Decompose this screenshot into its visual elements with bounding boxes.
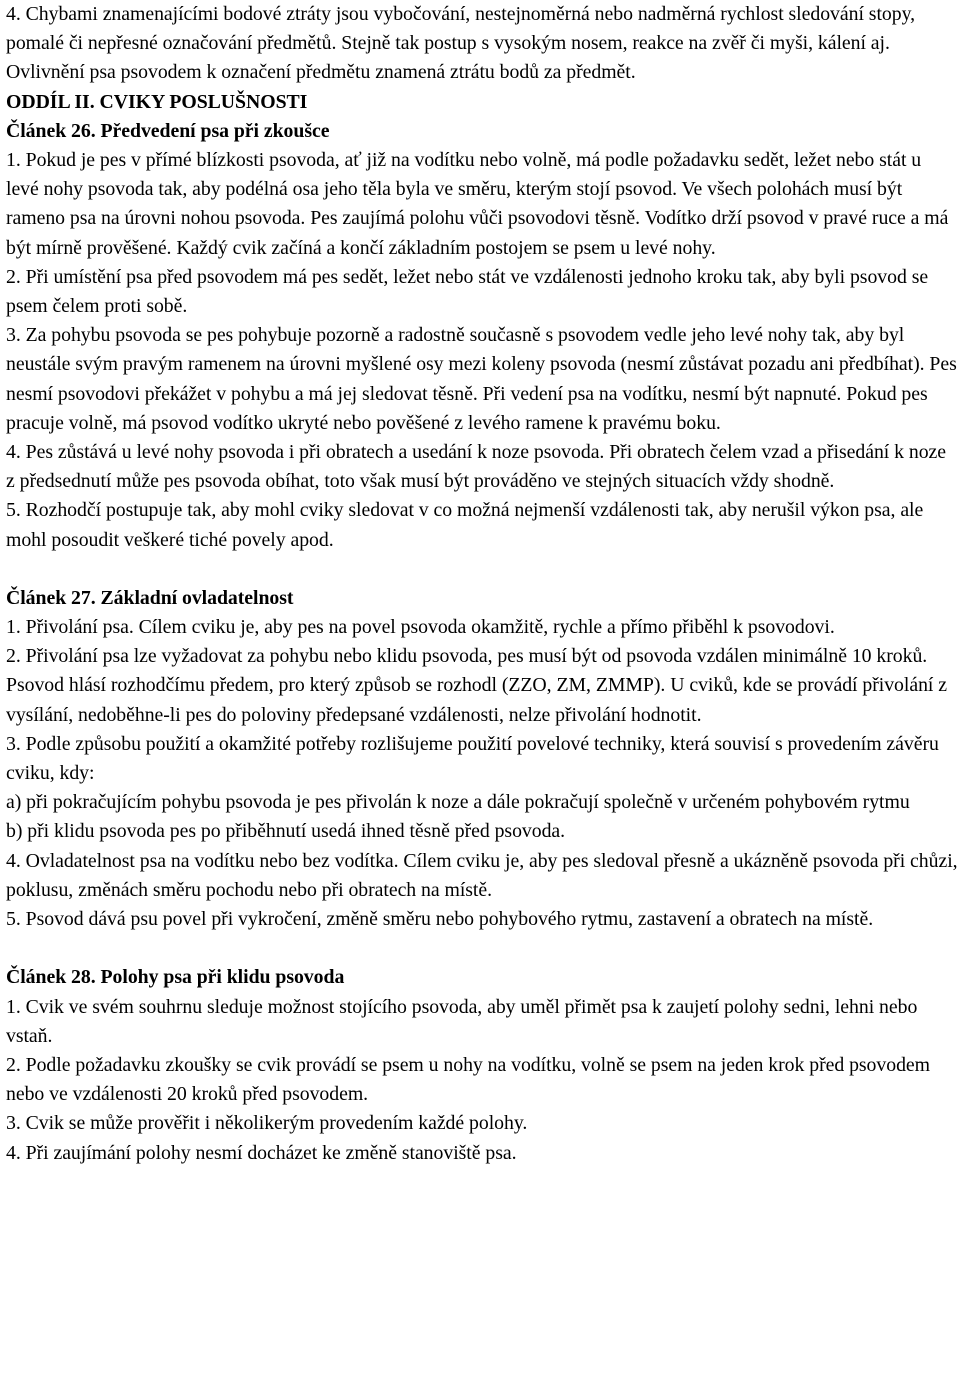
paragraph-chyby: 4. Chybami znamenajícími bodové ztráty jsou vybočování, nestejnoměrná nebo nadměrná rychlost sledování stopy, pomalé či nepřesné označování předmětů. Stejně tak postup s vysokým nosem, reakce na zvěř či myši, kálení aj. Ovlivnění psa psovodem k označení předmětu znamená ztrátu bodů za předmět. [6, 3, 916, 84]
article-28-paragraph-4: 4. Při zaujímání polohy nesmí docházet ke změně stanoviště psa. [6, 1141, 517, 1164]
article-27-paragraph-3a: a) při pokračujícím pohybu psovoda je pes přivolán k noze a dále pokračují společně v určeném pohybovém rytmu [6, 791, 910, 814]
article-27-paragraph-3b: b) při klidu psovoda pes po přiběhnutí usedá ihned těsně před psovoda. [6, 820, 566, 843]
section-title: ODDÍL II. CVIKY POSLUŠNOSTI [6, 90, 308, 113]
section-spacer [6, 934, 958, 963]
article-27-paragraph-1: 1. Přivolání psa. Cílem cviku je, aby pes na povel psovoda okamžitě, rychle a přímo přiběhl k psovodovi. [6, 616, 835, 639]
article-28-paragraph-3: 3. Cvik se může prověřit i několikerým provedením každé polohy. [6, 1112, 528, 1135]
article-27-paragraph-3: 3. Podle způsobu použití a okamžité potřeby rozlišujeme použití povelové techniky, která souvisí s provedením závěru cviku, kdy: [6, 732, 939, 785]
article-26-paragraph-1: 1. Pokud je pes v přímé blízkosti psovoda, ať již na vodítku nebo volně, má podle požadavku sedět, ležet nebo stát u levé nohy psovoda tak, aby podélná osa jeho těla byla ve směru, kterým stojí psovod. Ve všech polohách musí být rameno psa na úrovni nohou psovoda. Pes zaujímá polohu vůči psovodovi těsně. Vodítko drží psovod v pravé ruce a má být mírně prověšené. Každý cvik začíná a končí základním postojem se psem u levé nohy. [6, 149, 949, 259]
article-26-title: Článek 26. Předvedení psa při zkoušce [6, 119, 330, 142]
article-26-paragraph-3: 3. Za pohybu psovoda se pes pohybuje pozorně a radostně současně s psovodem vedle jeho levé nohy tak, aby byl neustále svým pravým ramenem na úrovni myšlené osy mezi koleny psovoda (nesmí zůstávat pozadu ani předbíhat). Pes nesmí psovodovi překážet v pohybu a má jej sledovat těsně. Při vedení psa na vodítku, nesmí být napnuté. Pokud pes pracuje volně, má psovod vodítko ukryté nebo pověšené z levého ramene k pravému boku. [6, 324, 957, 434]
article-26-paragraph-2: 2. Při umístění psa před psovodem má pes sedět, ležet nebo stát ve vzdálenosti jednoho kroku tak, aby byli psovod se psem čelem proti sobě. [6, 265, 929, 318]
article-27-title: Článek 27. Základní ovladatelnost [6, 586, 294, 609]
article-26-paragraph-4: 4. Pes zůstává u levé nohy psovoda i při obratech a usedání k noze psovoda. Při obratech čelem vzad a přisedání k noze z předsednutí může pes psovoda obíhat, toto však musí být prováděno ve stejných situacích vždy shodně. [6, 441, 946, 493]
article-27-paragraph-5: 5. Psovod dává psu povel při vykročení, změně směru nebo pohybového rytmu, zastavení a obratech na místě. [6, 908, 874, 931]
article-27-paragraph-4: 4. Ovladatelnost psa na vodítku nebo bez vodítka. Cílem cviku je, aby pes sledoval přesně a ukázněně psovoda při chůzi, poklusu, změnách směru pochodu nebo při obratech na místě. [6, 849, 958, 901]
article-27-paragraph-2: 2. Přivolání psa lze vyžadovat za pohybu nebo klidu psovoda, pes musí být od psovoda vzdálen minimálně 10 kroků. Psovod hlásí rozhodčímu předem, pro který způsob se rozhodl (ZZO, ZM, ZMMP). U cviků, kde se provádí přivolání z vysílání, nedoběhne-li pes do poloviny předepsané vzdálenosti, nelze přivolání hodnotit. [6, 645, 947, 726]
article-28-title: Článek 28. Polohy psa při klidu psovoda [6, 966, 345, 989]
article-28-paragraph-1: 1. Cvik ve svém souhrnu sleduje možnost stojícího psovoda, aby uměl přimět psa k zaujetí polohy sedni, lehni nebo vstaň. [6, 995, 918, 1047]
article-26-paragraph-5: 5. Rozhodčí postupuje tak, aby mohl cviky sledovat v co možná nejmenší vzdálenosti tak, aby nerušil výkon psa, ale mohl posoudit veškeré tiché povely apod. [6, 499, 924, 551]
section-spacer [6, 555, 958, 584]
article-28-paragraph-2: 2. Podle požadavku zkoušky se cvik provádí se psem u nohy na vodítku, volně se psem na jeden krok před psovodem nebo ve vzdálenosti 20 kroků před psovodem. [6, 1053, 930, 1106]
document-page [6, 0, 958, 1168]
